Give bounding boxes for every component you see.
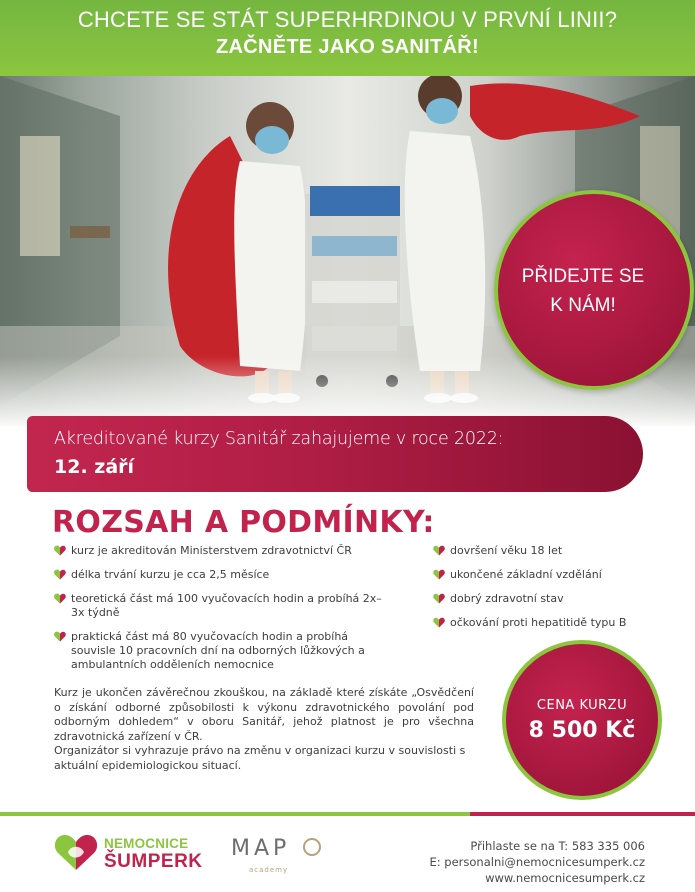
course-start-band bbox=[27, 416, 643, 492]
price-label: CENA KURZU bbox=[536, 698, 628, 713]
heart-bullet-icon bbox=[54, 545, 66, 556]
condition-text: teoretická část má 100 vyučovacích hodin a probíhá 2x–3x týdně bbox=[71, 592, 382, 619]
list-item bbox=[54, 568, 394, 582]
list-item bbox=[54, 630, 394, 672]
join-us-line2: K NÁM! bbox=[550, 295, 616, 316]
heart-bullet-icon bbox=[433, 617, 445, 628]
headline-question: CHCETE SE STÁT SUPERHRDINOU V PRVNÍ LINII? bbox=[77, 7, 618, 32]
list-item bbox=[54, 592, 384, 620]
heart-bullet-icon bbox=[433, 593, 445, 604]
contact-web[interactable]: www.nemocnicesumperk.cz bbox=[485, 871, 645, 885]
nemocnice-heart-logo-icon bbox=[54, 832, 98, 872]
contact-phone: Přihlaste se na T: 583 335 006 bbox=[470, 839, 645, 853]
join-us-line1: PŘIDEJTE SE bbox=[521, 266, 645, 287]
conditions-list-right bbox=[433, 544, 663, 630]
footer-divider-crimson bbox=[470, 812, 695, 816]
course-date: 12. září bbox=[54, 456, 135, 478]
paragraph-disclaimer: Organizátor si vyhrazuje právo na změnu v organizaci kurzu v souvislosti s aktuální epidemiologickou situací. bbox=[54, 744, 466, 772]
map-owl-icon bbox=[303, 838, 321, 856]
logo-nemocnice-text: NEMOCNICE bbox=[104, 836, 189, 851]
logo-sumperk-text: ŠUMPERK bbox=[104, 851, 203, 872]
price-badge bbox=[502, 640, 662, 800]
join-us-badge bbox=[494, 190, 694, 390]
price-value: 8 500 Kč bbox=[528, 718, 636, 743]
list-item bbox=[433, 544, 663, 558]
heart-bullet-icon bbox=[433, 569, 445, 580]
heart-bullet-icon bbox=[433, 545, 445, 556]
top-banner bbox=[0, 0, 695, 76]
course-intro: Akreditované kurzy Sanitář zahajujeme v roce 2022: bbox=[54, 429, 504, 449]
list-item bbox=[54, 544, 394, 558]
list-item bbox=[433, 568, 663, 582]
nemocnice-sumperk-logo bbox=[54, 832, 214, 872]
headline-call: ZAČNĚTE JAKO SANITÁŘ! bbox=[216, 36, 479, 58]
contact-block bbox=[429, 838, 645, 886]
requirement-text: ukončené základní vzdělání bbox=[450, 568, 602, 581]
condition-text: délka trvání kurzu je cca 2,5 měsíce bbox=[71, 568, 270, 581]
heart-bullet-icon bbox=[54, 569, 66, 580]
list-item bbox=[433, 616, 663, 630]
conditions-list-left bbox=[54, 544, 394, 672]
logo-academy-text: academy bbox=[249, 866, 289, 874]
paragraph-exam: Kurz je ukončen závěrečnou zkouškou, na základě které získáte „Osvědčení o získání odborné způsobilosti k výkonu zdravotnického povolání pod odborným dohledem“ v oboru Sanitář, jehož platnost je pro všechna zdravotnická zařízení v ČR. bbox=[54, 686, 474, 743]
course-info-paragraph bbox=[54, 686, 474, 773]
section-title: ROZSAH A PODMÍNKY: bbox=[52, 505, 435, 540]
requirement-text: očkování proti hepatitidě typu B bbox=[450, 616, 627, 629]
map-academy-logo bbox=[231, 836, 331, 876]
condition-text: kurz je akreditován Ministerstvem zdravotnictví ČR bbox=[71, 544, 352, 557]
footer-divider-green bbox=[0, 812, 470, 816]
logo-map-text: MAP bbox=[231, 836, 291, 861]
condition-text: praktická část má 80 vyučovacích hodin a probíhá souvisle 10 pracovních dní na odborných lůžkových a ambulantních odděleních nemocnice bbox=[71, 630, 365, 671]
join-us-text bbox=[498, 262, 668, 320]
heart-bullet-icon bbox=[54, 631, 66, 642]
requirement-text: dovršení věku 18 let bbox=[450, 544, 563, 557]
list-item bbox=[433, 592, 663, 606]
contact-email[interactable]: E: personalni@nemocnicesumperk.cz bbox=[429, 855, 645, 869]
heart-bullet-icon bbox=[54, 593, 66, 604]
requirement-text: dobrý zdravotní stav bbox=[450, 592, 564, 605]
